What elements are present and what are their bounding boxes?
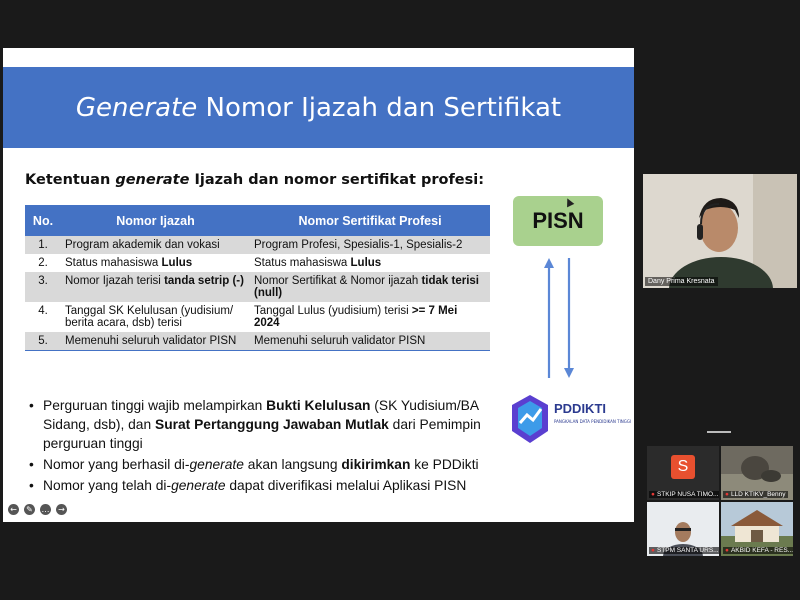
participant-name: ● LLD KTIKV_Benny [725,491,786,498]
participant-name: Dany Prima Kresnata [645,277,718,286]
notes-list [25,396,495,497]
participant-tile[interactable] [647,446,719,500]
pisn-box: PISN [513,196,603,246]
list-item: • Perguruan tinggi wajib melampirkan Bukti Kelulusan (SK Yudisium/BA Sidang, dsb), dan Surat Pertanggung Jawaban Mutlak dari Pemimpin perguruan tinggi [25,396,495,453]
speaker-video [643,174,797,288]
slide-subheading: Ketentuan generate Ijazah dan nomor sertifikat profesi: [25,172,484,188]
cell-ijazah: Status mahasiswa Lulus [61,254,250,272]
presentation-slide [3,48,634,522]
table-row [25,302,490,332]
mic-muted-icon: ● [651,491,655,498]
participant-tile[interactable] [721,446,793,500]
pddikti-logo [510,393,632,448]
next-slide-icon[interactable]: → [56,504,67,515]
slide-title: Generate Nomor Ijazah dan Sertifikat [75,92,562,123]
row-number: 5. [25,332,61,351]
cell-sertifikat: Memenuhi seluruh validator PISN [250,332,490,351]
row-number: 4. [25,302,61,332]
table-header-row [25,205,490,236]
participant-tile[interactable] [721,502,793,556]
mic-muted-icon: ● [725,491,729,498]
cell-ijazah: Program akademik dan vokasi [61,236,250,254]
requirements-table [25,205,490,351]
list-item: • Nomor yang berhasil di-generate akan langsung dikirimkan ke PDDikti [25,455,495,474]
cell-sertifikat: Program Profesi, Spesialis-1, Spesialis-2 [250,236,490,254]
list-item: • Nomor yang telah di-generate dapat diverifikasi melalui Aplikasi PISN [25,476,495,495]
more-icon[interactable]: … [41,504,50,514]
row-number: 1. [25,236,61,254]
mic-muted-icon: ● [725,547,729,554]
pddikti-logo-icon [510,393,550,445]
pddikti-subtitle: PANGKALAN DATA PENDIDIKAN TINGGI [554,419,632,424]
table-row [25,332,490,351]
participant-name: ● STKIP NUSA TIMO... [651,491,719,498]
table-row [25,236,490,254]
panel-divider[interactable] [707,431,731,433]
cell-ijazah: Tanggal SK Kelulusan (yudisium/ berita acara, dsb) terisi [61,302,250,332]
table-row [25,272,490,302]
avatar: S [671,455,695,479]
cell-sertifikat: Nomor Sertifikat & Nomor ijazah tidak terisi (null) [250,272,490,302]
mic-muted-icon: ● [651,547,655,554]
speaker-video-tile[interactable] [643,174,797,288]
col-header-no: No. [25,205,61,236]
table-row [25,254,490,272]
pddikti-name: PDDIKTI [554,401,606,416]
participant-name: ● AKBID KEFA - RES... [723,547,793,554]
cell-sertifikat: Tanggal Lulus (yudisium) terisi >= 7 Mei 2024 [250,302,490,332]
row-number: 2. [25,254,61,272]
participant-tile[interactable] [647,502,719,556]
cell-ijazah: Nomor Ijazah terisi tanda setrip (-) [61,272,250,302]
row-number: 3. [25,272,61,302]
previous-slide-icon[interactable]: ← [8,504,19,515]
participant-name: ● STPM SANTA URS... [651,547,719,554]
cell-ijazah: Memenuhi seluruh validator PISN [61,332,250,351]
sync-arrows-icon [533,256,583,380]
slide-controls [8,504,67,515]
cell-sertifikat: Status mahasiswa Lulus [250,254,490,272]
pen-icon[interactable]: ✎ [24,504,35,515]
col-header-nomor-ijazah: Nomor Ijazah [61,205,250,236]
slide-title-bar [3,67,634,148]
col-header-nomor-sertifikat: Nomor Sertifikat Profesi [250,205,490,236]
